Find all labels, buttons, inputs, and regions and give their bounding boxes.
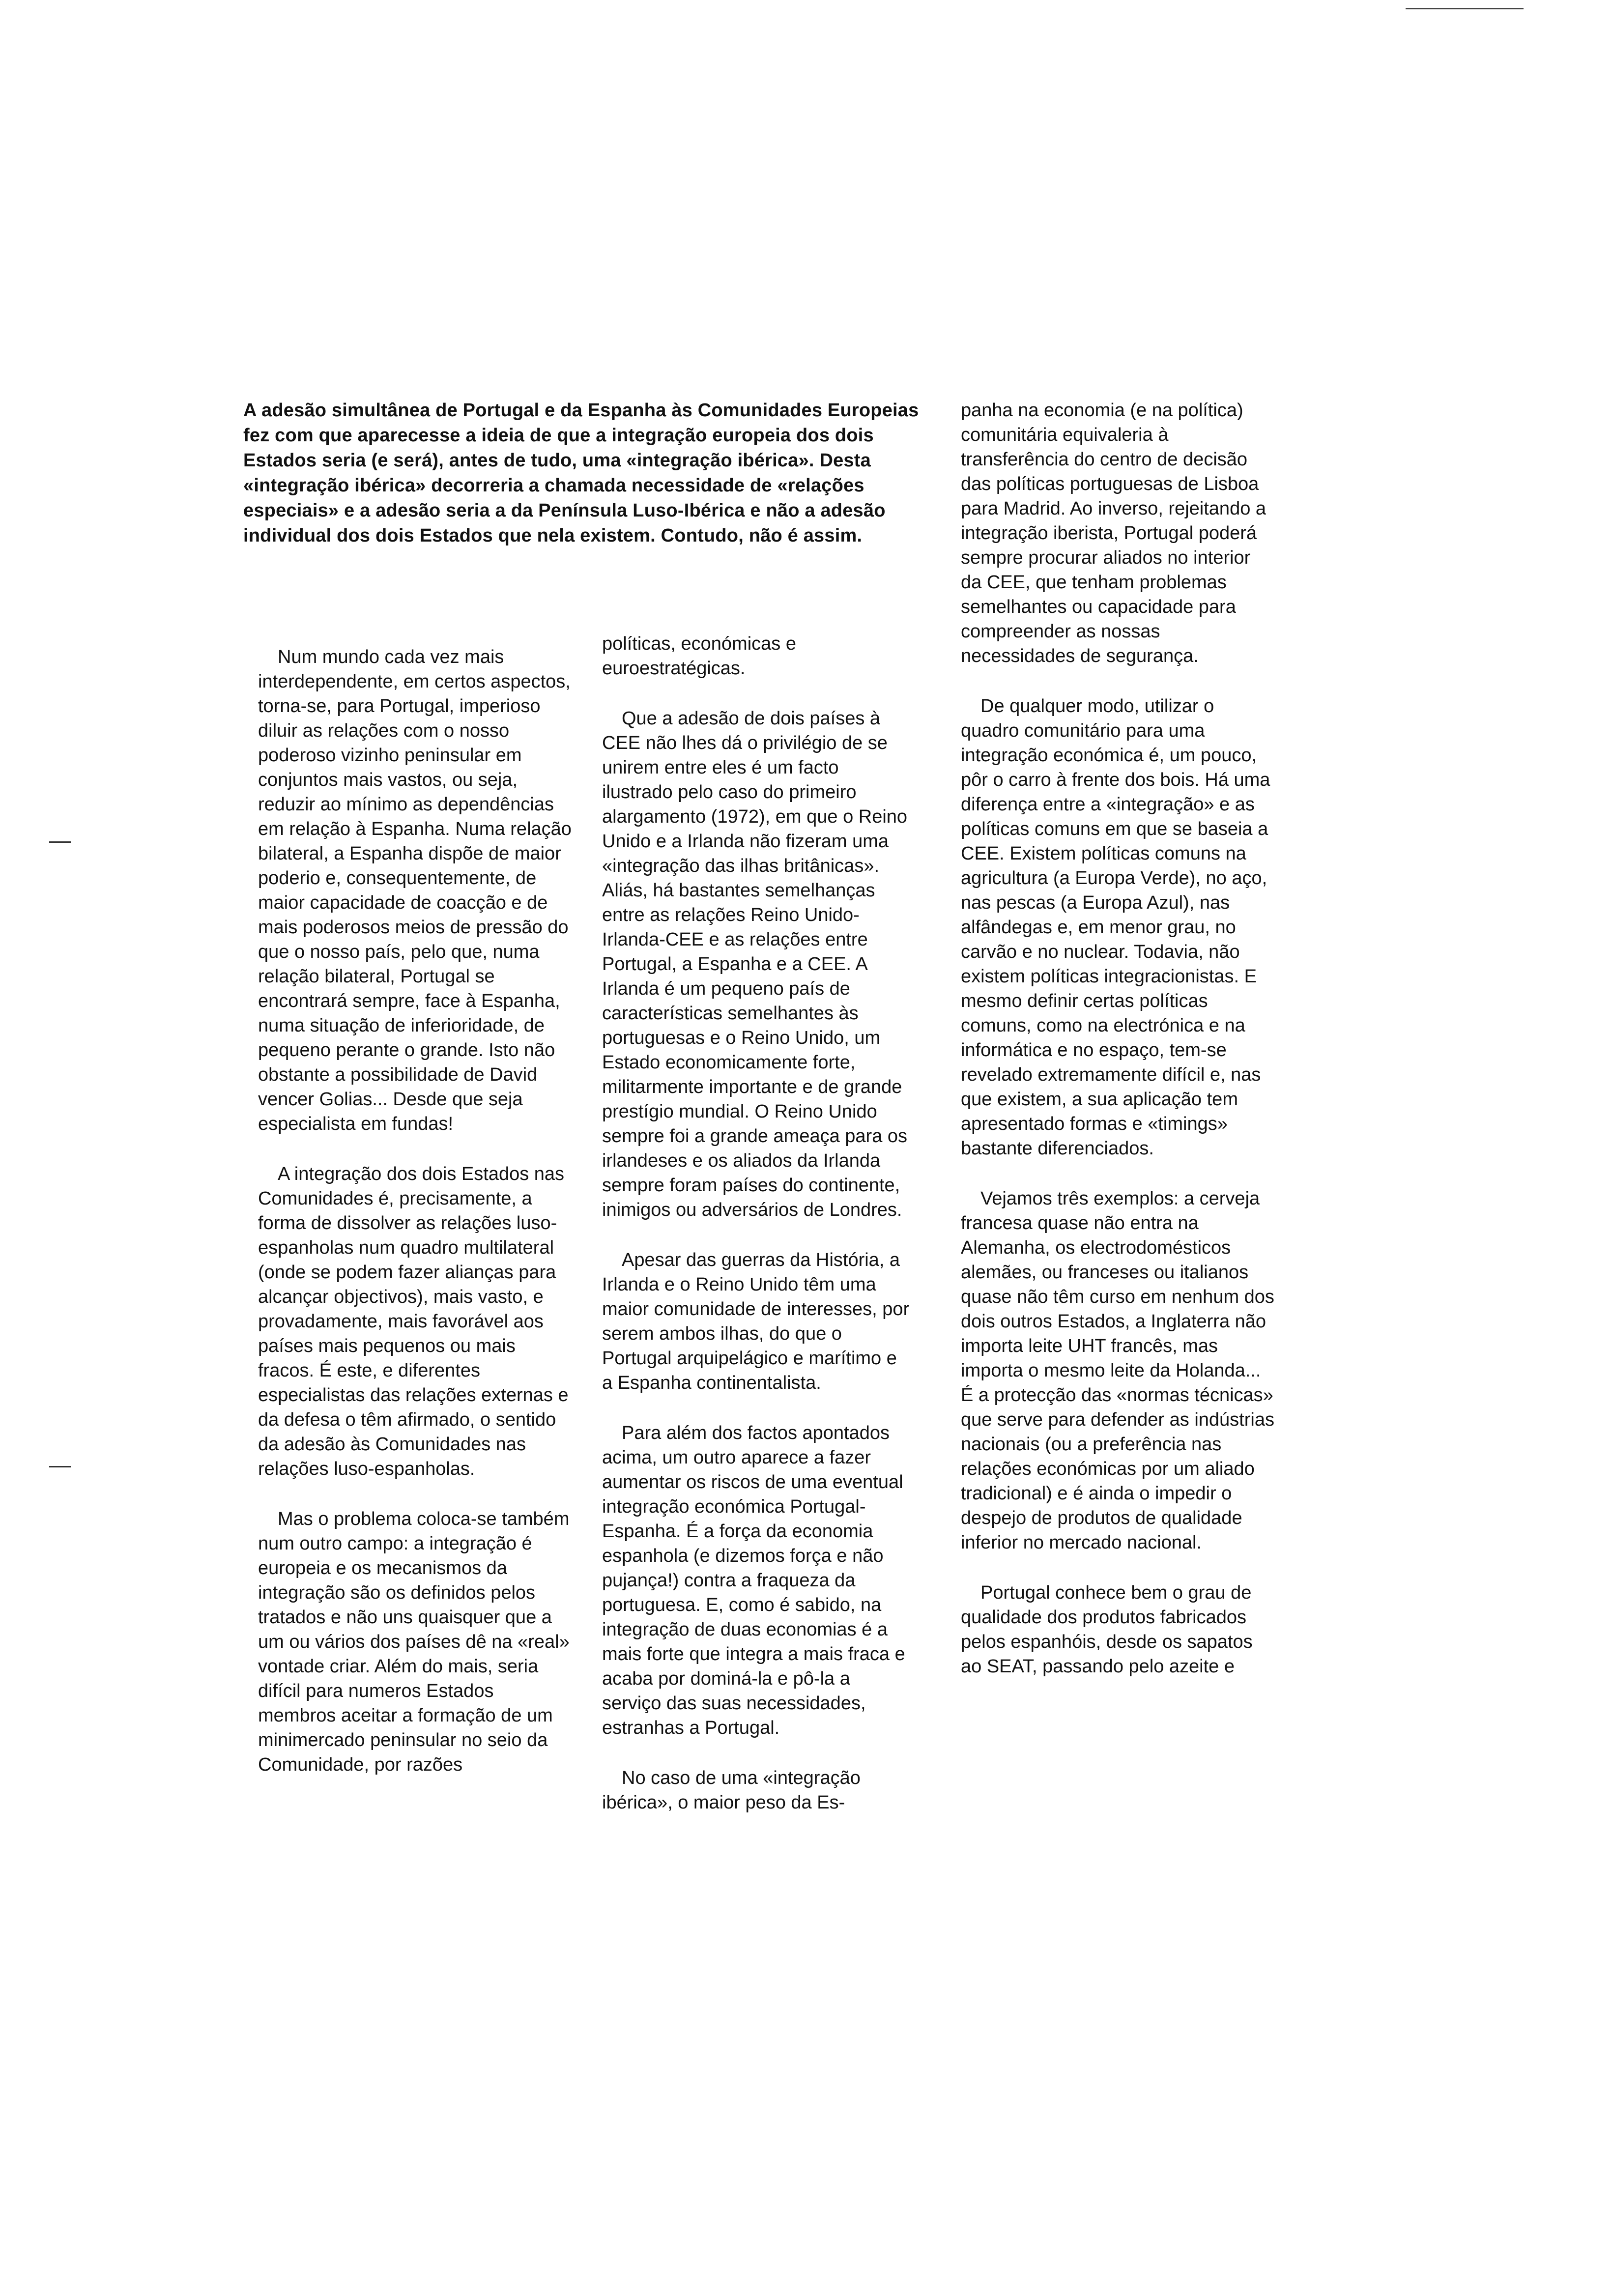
paragraph: A integração dos dois Estados nas Comunidades é, precisamente, a forma de dissolver as relações luso-espanholas num quadro multilateral (onde se podem fazer alianças para alcançar objectivos), mais vasto, e provadamente, mais favorável aos países mais pequenos ou mais fracos. É este, e diferentes especialistas das relações externas e da defesa o têm afirmado, o sentido da adesão às Comunidades nas relações luso-espanholas.	[258, 1164, 569, 1479]
margin-mark	[49, 841, 71, 843]
lead-paragraph	[243, 398, 921, 548]
paragraph: No caso de uma «integração ibérica», o maior peso da Es-	[602, 1768, 861, 1813]
paragraph-continued: panha na economia (e na política) comunitária equivaleria à transferência do centro de decisão das políticas portuguesas de Lisboa para Madrid. Ao inverso, rejeitando a integração iberista, Portugal poderá sempre procurar aliados no interior da CEE, que tenham problemas semelhantes ou capacidade para compreender as nossas necessidades de segurança.	[961, 400, 1267, 666]
lead-text: A adesão simultânea de Portugal e da Espanha às Comunidades Europeias fez com que aparecesse a ideia de que a integração europeia dos dois Estados seria (e será), antes de tudo, uma «integração ibérica». Desta «integração ibérica» decorreria a chamada necessidade de «relações especiais» e a adesão seria a da Península Luso-Ibérica e não a adesão individual dos dois Estados que nela existem. Contudo, não é assim.	[243, 400, 919, 546]
column-3	[961, 398, 1275, 1704]
paragraph: Que a adesão de dois países à CEE não lhes dá o privilégio de se unirem entre eles é um facto ilustrado pelo caso do primeiro alargamento (1972), em que o Reino Unido e a Irlanda não fizeram uma «integração das ilhas britânicas». Aliás, há bastantes semelhanças entre as relações Reino Unido-Irlanda-CEE e as relações entre Portugal, a Espanha e a CEE. A Irlanda é um pequeno país de características semelhantes às portuguesas e o Reino Unido, um Estado economicamente forte, militarmente importante e de grande prestígio mundial. O Reino Unido sempre foi a grande ameaça para os irlandeses e os aliados da Irlanda sempre foram países do continente, inimigos ou adversários de Londres.	[602, 708, 908, 1220]
column-1	[258, 645, 573, 1803]
paragraph: Mas o problema coloca-se também num outro campo: a integração é europeia e os mecanismos da integração são os definidos pelos tratados e não uns quaisquer que a um ou vários dos países dê na «real» vontade criar. Além do mais, seria difícil para numeros Estados membros aceitar a formação de um minimercado peninsular no seio da Comunidade, por razões	[258, 1509, 570, 1775]
paragraph: Num mundo cada vez mais interdependente, em certos aspectos, torna-se, para Portugal, imperioso diluir as relações com o nosso poderoso vizinho peninsular em conjuntos mais vastos, ou seja, reduzir ao mínimo as dependências em relação à Espanha. Numa relação bilateral, a Espanha dispõe de maior poderio e, consequentemente, de maior capacidade de coacção e de mais poderosos meios de pressão do que o nosso país, pelo que, numa relação bilateral, Portugal se encontrará sempre, face à Espanha, numa situação de inferioridade, de pequeno perante o grande. Isto não obstante a possibilidade de David vencer Golias... Desde que seja especialista em fundas!	[258, 647, 572, 1134]
margin-mark	[49, 1466, 71, 1467]
paragraph: Para além dos factos apontados acima, um outro aparece a fazer aumentar os riscos de uma eventual integração económica Portugal-Espanha. É a força da economia espanhola (e dizemos força e não pujança!) contra a fraqueza da portuguesa. E, como é sabido, na integração de duas economias é a mais forte que integra a mais fraca e acaba por dominá-la e pô-la a serviço das suas necessidades, estranhas a Portugal.	[602, 1423, 905, 1738]
top-rule	[1406, 8, 1524, 9]
column-2	[602, 631, 912, 1840]
paragraph: Portugal conhece bem o grau de qualidade dos produtos fabricados pelos espanhóis, desde os sapatos ao SEAT, passando pelo azeite e	[961, 1582, 1253, 1677]
paragraph-continued: políticas, económicas e euroestratégicas.	[602, 633, 796, 679]
paragraph: Apesar das guerras da História, a Irlanda e o Reino Unido têm uma maior comunidade de interesses, por serem ambos ilhas, do que o Portugal arquipelágico e marítimo e a Espanha continentalista.	[602, 1250, 910, 1393]
paragraph: De qualquer modo, utilizar o quadro comunitário para uma integração económica é, um pouco, pôr o carro à frente dos bois. Há uma diferença entre a «integração» e as políticas comuns em que se baseia a CEE. Existem políticas comuns na agricultura (a Europa Verde), no aço, nas pescas (a Europa Azul), nas alfândegas e, em menor grau, no carvão e no nuclear. Todavia, não existem políticas integracionistas. E mesmo definir certas políticas comuns, como na electrónica e na informática e no espaço, tem-se revelado extremamente difícil e, nas que existem, a sua aplicação tem apresentado formas e «timings» bastante diferenciados.	[961, 696, 1270, 1159]
paragraph: Vejamos três exemplos: a cerveja francesa quase não entra na Alemanha, os electrodomésticos alemães, ou franceses ou italianos quase não têm curso em nenhum dos dois outros Estados, a Inglaterra não importa leite UHT francês, mas importa o mesmo leite da Holanda... É a protecção das «normas técnicas» que serve para defender as indústrias nacionais (ou a preferência nas relações económicas por um aliado tradicional) e é ainda o impedir o despejo de produtos de qualidade inferior no mercado nacional.	[961, 1188, 1274, 1553]
